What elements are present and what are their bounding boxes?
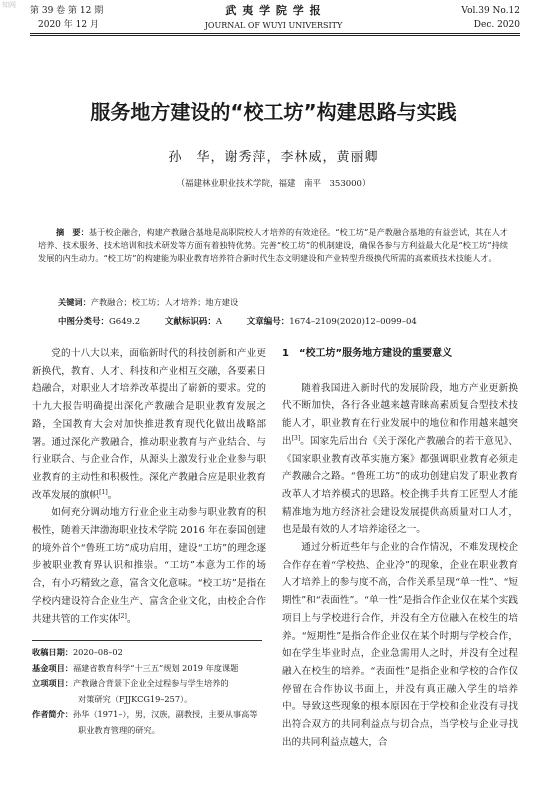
received-label: 收稿日期： [32, 647, 73, 657]
right-paragraph-1 [282, 380, 518, 539]
left-p2-end: 。 [126, 613, 137, 625]
footnote-rule [32, 640, 262, 641]
article-affiliation: （福建林业职业技术学院，福建 南平 353000） [176, 179, 371, 189]
footnote-project [32, 676, 268, 692]
left-p1-text: 党的十八大以来，面临新时代的科技创新和产业更新换代，教育、人才、科技和产业相互交融，各要素日趋融合，对职业人才培养改革提出了崭新的要求。党的十九大报告明确提出深化产教融合是职业教育发展之路，全国教育大会对加快推进教育现代化做出战略部署。通过深化产教融合，推动职业教育与产业结合、与行业联合、与企业合作，从源头上激发行业企业参与职业教育的主动性和积极性。深化产教融合应是职业教育改革发展的旗帜 [32, 348, 266, 501]
corner-watermark: 知网 [2, 1, 16, 9]
footnote-author-cont: 职业教育管理的研究。 [78, 724, 160, 735]
footnotes [32, 645, 268, 739]
abstract-text: 基于校企融合，构建产教融合基地是高职院校人才培养的有效途径。“校工坊”是产教融合基地的有益尝试，其在人才培养、技术服务、技术培训和技术研发等方面有着独特优势。完善“校工坊”的机制建设，确保各参与方利益最大化是“校工坊”持续发展的内生动力。“校工坊”的构建能为职业教育培养符合新时代生态文明建设和产业转型升级换代所需的高素质技术技能人才。 [38, 227, 508, 264]
footnote-author [32, 707, 268, 723]
section-heading: 1 “校工坊”服务地方建设的重要意义 [282, 348, 453, 359]
article-no-value: 1674–2109(2020)12–0099–04 [289, 317, 417, 327]
header-date: 2020 年 12 月 [38, 20, 99, 30]
keywords-text: 产教融合；校工坊；人才培养；地方建设 [90, 297, 239, 307]
header-volume: 第 39 卷 第 12 期 [30, 6, 104, 16]
author-value: 孙华（1971–），男，汉族，副教授，主要从事高等 [72, 709, 258, 720]
clc-label: 中图分类号： [58, 317, 110, 327]
article-authors: 孙 华，谢秀萍，李林威，黄丽卿 [168, 150, 379, 165]
header-journal-en: JOURNAL OF WUYI UNIVERSITY [204, 21, 343, 30]
received-value: 2020–08–02 [72, 647, 123, 657]
project-value: 产教融合背景下企业全过程参与学生培养的 [72, 678, 229, 689]
clc-value: G649.2 [109, 317, 141, 327]
left-paragraph-1 [32, 345, 266, 504]
header-date-en: Dec. 2020 [473, 20, 520, 30]
left-paragraph-2 [32, 504, 266, 628]
left-p1-end: 。 [107, 489, 118, 501]
citation-ref: [2] [118, 612, 127, 620]
header-vol-en: Vol.39 No.12 [461, 6, 520, 16]
doc-code-value: A [215, 317, 222, 327]
citation-ref: [1] [99, 488, 108, 496]
fund-label: 基金项目： [32, 662, 73, 673]
article-no-label: 文章编号： [246, 317, 290, 327]
classification-line [58, 316, 508, 328]
author-label: 作者简介： [32, 709, 73, 720]
footnote-received [32, 645, 268, 661]
footnote-project-cont: 对策研究（FJJKCG19–257）。 [78, 693, 193, 704]
keywords-label: 关键词： [58, 297, 91, 307]
keywords [58, 296, 508, 308]
doc-code-label: 文献标识码： [164, 317, 216, 327]
right-column [282, 345, 518, 751]
footnote-fund [32, 661, 268, 677]
article-title: 服务地方建设的“校工坊”构建思路与实践 [90, 100, 457, 124]
right-paragraph-2: 通过分析近些年与企业的合作情况，不难发现校企合作存在着“学校热、企业冷”的现象，企业在职业教育人才培养上的参与度不高，合作关系呈现“单一性”、“短期性”和“表面性”。“单一性”是指合作企业仅在某个实践项目上与学校进行合作，并没有全方位融入在校生的培养。“短期性”是指合作企业仅在某个时期与学校合作，如在学生毕业时点，企业急需用人之时，并没有全过程融入在校生的培养。“表面性”是指企业和学校的合作仅停留在合作协议书面上，并没有真正融入学生的培养中。导致这些现象的根本原因在于学校和企业没有寻找出符合双方的共同利益点与切合点，当学校与企业寻找出的共同利益点越大，合 [282, 542, 518, 748]
right-p1-end: 。国家先后出台《关于深化产教融合的若干意见》、《国家职业教育改革实施方案》都强调职业教育必须走产教融合之路。“鲁班工坊”的成功创建启发了职业教育改革人才培养模式的思路。校企携手共育工匠型人才能精准地为地方经济社会建设发展提供高质量对口人才，也是最有效的人才培养途径之一。 [282, 435, 519, 536]
right-p1-text: 随着我国进入新时代的发展阶段，地方产业更新换代不断加快，各行各业越来越青睐高素质复合型技术技能人才，职业教育在行业发展中的地位和作用越来越突出 [282, 382, 518, 447]
header-journal-cn: 武 夷 学 院 学 报 [225, 4, 322, 17]
header-rule [30, 33, 520, 34]
project-label: 立项项目： [32, 678, 73, 689]
abstract [38, 226, 508, 266]
left-p2-text: 如何充分调动地方行业企业主动参与职业教育的积极性，随着天津渤海职业技术学院 2016 年在泰国创建的境外首个“鲁班工坊”成功启用，建设“工坊”的理念逐步被职业教育界认识和推崇。“工坊”本意为工作的场合，有小巧精致之意，富含文化意味。“校工坊”是指在学校内建设符合企业生产、富含企业文化，由校企合作共建共管的工作实体 [32, 507, 266, 625]
left-column [32, 345, 266, 628]
citation-ref: [3] [291, 434, 301, 442]
abstract-label: 摘 要： [56, 227, 89, 237]
fund-value: 福建省教育科学“十三五”规划 2019 年度课题 [72, 662, 239, 673]
header-rule-2 [30, 35, 520, 36]
